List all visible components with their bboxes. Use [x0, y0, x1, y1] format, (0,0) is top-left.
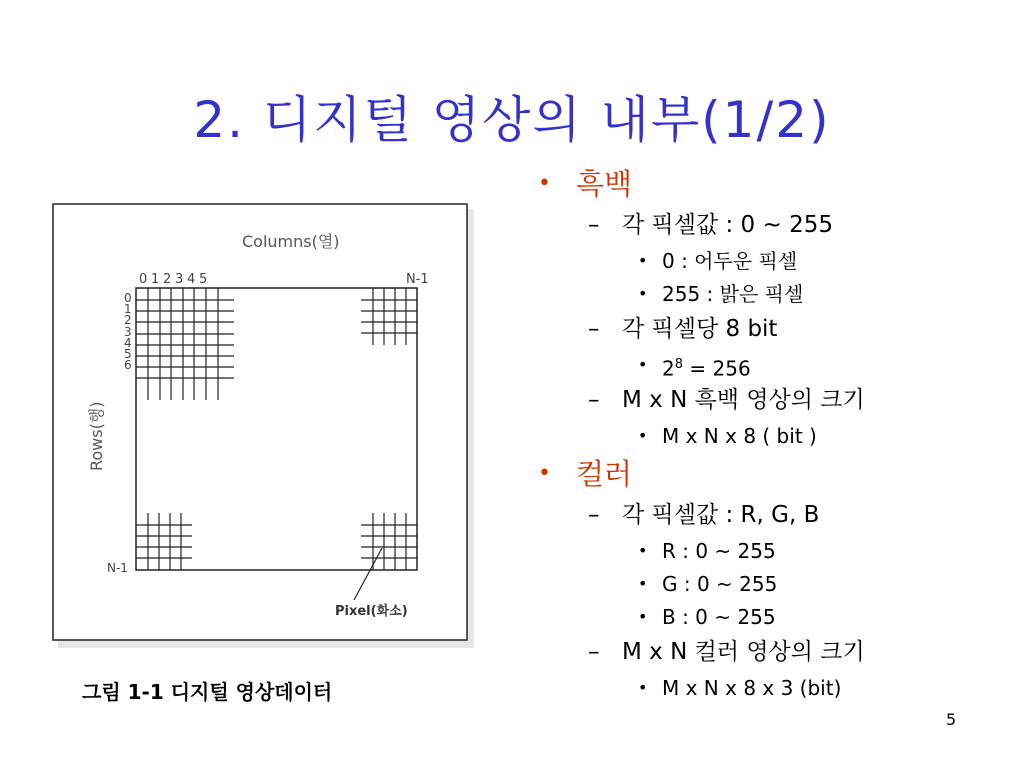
- bullet-mono-range: – 각 픽셀값 : 0 ~ 255: [588, 212, 833, 238]
- bullet-color-size-formula: • M x N x 8 x 3 (bit): [638, 676, 842, 700]
- page-number: 5: [946, 710, 957, 729]
- row-end-label: N-1: [107, 561, 128, 575]
- color-heading-text: 컬러: [576, 457, 633, 491]
- col-tick: 4: [187, 272, 196, 287]
- bullet-color-r: • R : 0 ~ 255: [638, 539, 776, 563]
- bullet-color-b: • B : 0 ~ 255: [638, 605, 776, 629]
- bullet-color-range: – 각 픽셀값 : R, G, B: [588, 502, 820, 528]
- col-tick: 0: [139, 272, 148, 287]
- col-tick: 5: [199, 272, 208, 287]
- row-tick: 1: [124, 302, 132, 316]
- row-tick: 0: [124, 291, 132, 305]
- col-tick: 1: [151, 272, 160, 287]
- col-end-label: N-1: [406, 272, 429, 287]
- bullet-mono-bright: • 255 : 밝은 픽셀: [638, 282, 804, 306]
- row-tick: 2: [124, 313, 132, 327]
- rows-label: Rows(행): [87, 401, 106, 471]
- bullet-mono-bits: – 각 픽셀당 8 bit: [588, 316, 778, 342]
- figure-caption: 그림 1-1 디지털 영상데이터: [82, 680, 333, 704]
- row-tick: 3: [124, 325, 132, 339]
- row-tick: 5: [124, 347, 132, 361]
- row-tick: 4: [124, 336, 132, 350]
- bullet-mono-heading: [536, 164, 1006, 208]
- bullet-list: [536, 164, 1006, 706]
- bullet-mono-power: • $2^8 = 256$: [638, 355, 751, 381]
- bullet-mono-dark: • 0 : 어두운 픽셀: [638, 249, 798, 273]
- bullet-color-g: • G : 0 ~ 255: [638, 572, 778, 596]
- slide-title: 2. 디지털 영상의 내부(1/2): [193, 91, 831, 149]
- row-tick: 6: [124, 358, 132, 372]
- columns-label: Columns(열): [242, 232, 340, 251]
- bullet-mono-size-formula: • M x N x 8 ( bit ): [638, 424, 817, 448]
- digital-image-figure: [52, 203, 476, 650]
- bullet-mono-size: – M x N 흑백 영상의 크기: [588, 387, 865, 413]
- bullet-dot: •: [538, 171, 551, 196]
- pixel-grid-diagram: [52, 203, 476, 650]
- bullet-color-size: – M x N 컬러 영상의 크기: [588, 639, 865, 665]
- bullet-dot: •: [538, 461, 551, 486]
- col-tick: 2: [163, 272, 172, 287]
- mono-heading-text: 흑백: [576, 167, 633, 201]
- pixel-label: Pixel(화소): [335, 604, 408, 619]
- bullet-color-heading: [536, 454, 1006, 498]
- col-tick: 3: [175, 272, 184, 287]
